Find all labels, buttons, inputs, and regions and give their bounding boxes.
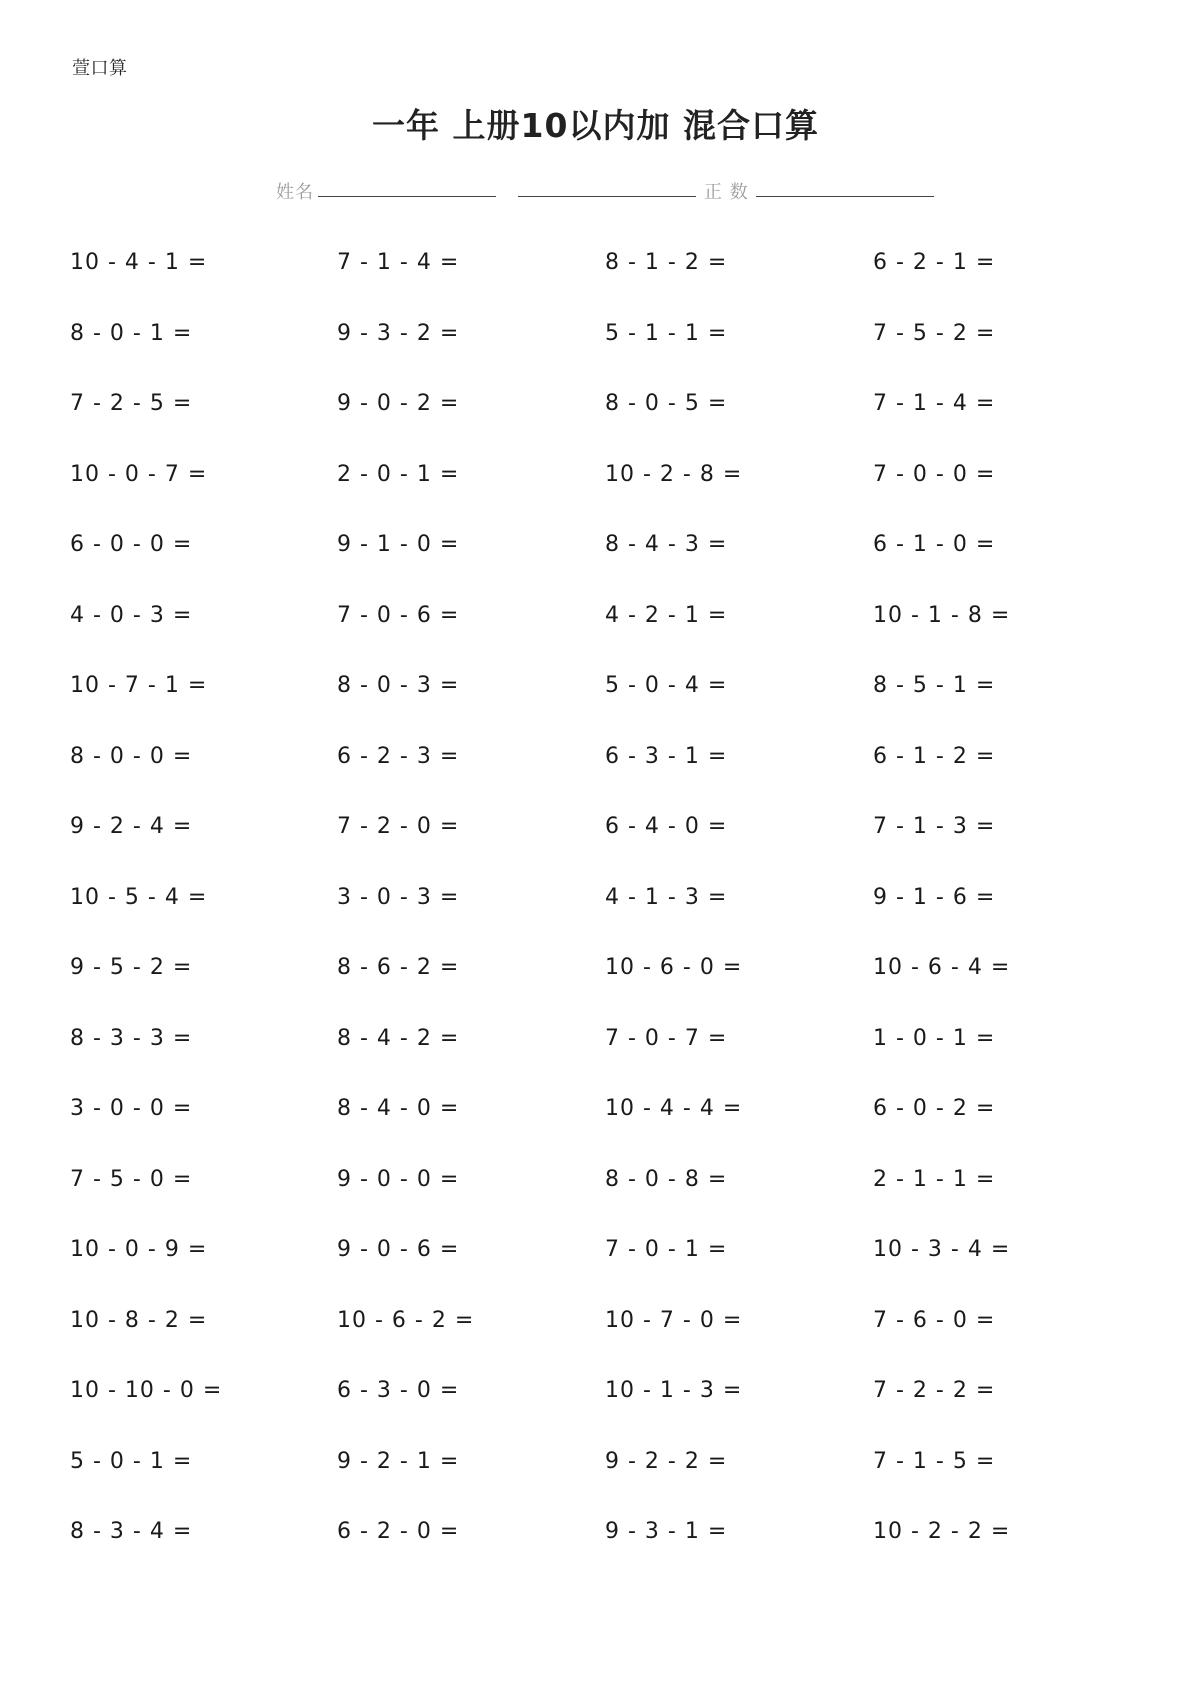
problem-item: 8 - 3 - 3 = — [70, 1025, 193, 1051]
problem-item: 8 - 4 - 2 = — [337, 1025, 460, 1051]
problem-item: 10 - 2 - 2 = — [873, 1519, 1011, 1544]
problem-item: 10 - 8 - 2 = — [70, 1307, 208, 1333]
problem-item: 9 - 0 - 6 = — [337, 1237, 460, 1262]
problem-grid — [70, 250, 1130, 1550]
problem-item: 7 - 1 - 3 = — [873, 814, 996, 839]
problem-item: 8 - 6 - 2 = — [337, 955, 460, 980]
problem-item: 10 - 4 - 1 = — [70, 250, 208, 275]
problem-item: 6 - 1 - 2 = — [873, 743, 996, 769]
problem-item: 9 - 1 - 0 = — [337, 532, 460, 557]
problem-item: 9 - 3 - 2 = — [337, 320, 460, 346]
problem-item: 5 - 0 - 4 = — [605, 673, 728, 698]
problem-item: 6 - 1 - 0 = — [873, 532, 996, 557]
problem-item: 7 - 0 - 6 = — [337, 602, 460, 628]
problem-item: 10 - 7 - 0 = — [605, 1307, 743, 1333]
problem-item: 7 - 6 - 0 = — [873, 1307, 996, 1333]
problem-item: 10 - 0 - 9 = — [70, 1237, 208, 1262]
meta-row — [0, 176, 1191, 206]
header-note: 萱口算 — [72, 58, 128, 79]
problem-item: 7 - 1 - 4 = — [337, 250, 460, 275]
problem-item: 7 - 2 - 2 = — [873, 1378, 996, 1403]
problem-item: 8 - 1 - 2 = — [605, 250, 728, 275]
problem-item: 6 - 2 - 1 = — [873, 250, 996, 275]
problem-item: 6 - 0 - 2 = — [873, 1096, 996, 1121]
problem-item: 8 - 0 - 3 = — [337, 673, 460, 698]
problem-item: 3 - 0 - 0 = — [70, 1096, 193, 1121]
problem-item: 1 - 0 - 1 = — [873, 1025, 996, 1051]
problem-item: 9 - 5 - 2 = — [70, 955, 193, 980]
problem-item: 6 - 3 - 0 = — [337, 1378, 460, 1403]
problem-item: 8 - 5 - 1 = — [873, 673, 996, 698]
problem-item: 8 - 0 - 5 = — [605, 391, 728, 416]
problem-item: 10 - 3 - 4 = — [873, 1237, 1011, 1262]
problem-item: 6 - 3 - 1 = — [605, 743, 728, 769]
problem-item: 3 - 0 - 3 = — [337, 884, 460, 910]
problem-item: 9 - 1 - 6 = — [873, 884, 996, 910]
problem-item: 8 - 0 - 0 = — [70, 743, 193, 769]
problem-item: 7 - 5 - 0 = — [70, 1166, 193, 1192]
problem-item: 7 - 0 - 7 = — [605, 1025, 728, 1051]
name-input-line[interactable] — [318, 196, 496, 197]
problem-item: 7 - 0 - 0 = — [873, 461, 996, 487]
problem-item: 8 - 3 - 4 = — [70, 1519, 193, 1544]
problem-item: 9 - 2 - 2 = — [605, 1448, 728, 1474]
problem-item: 2 - 0 - 1 = — [337, 461, 460, 487]
problem-item: 5 - 1 - 1 = — [605, 320, 728, 346]
problem-item: 2 - 1 - 1 = — [873, 1166, 996, 1192]
problem-item: 7 - 2 - 5 = — [70, 391, 193, 416]
problem-item: 6 - 2 - 0 = — [337, 1519, 460, 1544]
problem-item: 9 - 0 - 0 = — [337, 1166, 460, 1192]
problem-item: 8 - 0 - 1 = — [70, 320, 193, 346]
problem-item: 7 - 5 - 2 = — [873, 320, 996, 346]
problem-item: 10 - 1 - 8 = — [873, 602, 1011, 628]
score-label: 正 数 — [704, 182, 749, 203]
class-input-line[interactable] — [518, 196, 696, 197]
problem-item: 7 - 1 - 4 = — [873, 391, 996, 416]
problem-item: 7 - 2 - 0 = — [337, 814, 460, 839]
problem-item: 7 - 0 - 1 = — [605, 1237, 728, 1262]
problem-item: 4 - 0 - 3 = — [70, 602, 193, 628]
problem-item: 10 - 2 - 8 = — [605, 461, 743, 487]
problem-item: 7 - 1 - 5 = — [873, 1448, 996, 1474]
problem-item: 8 - 4 - 0 = — [337, 1096, 460, 1121]
name-label: 姓名 — [276, 182, 314, 203]
problem-item: 6 - 2 - 3 = — [337, 743, 460, 769]
problem-item: 10 - 1 - 3 = — [605, 1378, 743, 1403]
problem-item: 4 - 2 - 1 = — [605, 602, 728, 628]
problem-item: 9 - 2 - 4 = — [70, 814, 193, 839]
problem-item: 10 - 6 - 4 = — [873, 955, 1011, 980]
problem-item: 9 - 0 - 2 = — [337, 391, 460, 416]
problem-item: 10 - 4 - 4 = — [605, 1096, 743, 1121]
problem-item: 10 - 7 - 1 = — [70, 673, 208, 698]
problem-item: 9 - 3 - 1 = — [605, 1519, 728, 1544]
problem-item: 10 - 10 - 0 = — [70, 1378, 223, 1403]
problem-item: 6 - 4 - 0 = — [605, 814, 728, 839]
problem-item: 10 - 5 - 4 = — [70, 884, 208, 910]
score-input-line[interactable] — [756, 196, 934, 197]
problem-item: 8 - 0 - 8 = — [605, 1166, 728, 1192]
problem-item: 10 - 6 - 2 = — [337, 1307, 475, 1333]
problem-item: 4 - 1 - 3 = — [605, 884, 728, 910]
problem-item: 5 - 0 - 1 = — [70, 1448, 193, 1474]
page-title: 一年 上册10以内加 混合口算 — [372, 106, 819, 145]
problem-item: 8 - 4 - 3 = — [605, 532, 728, 557]
problem-item: 10 - 6 - 0 = — [605, 955, 743, 980]
problem-item: 9 - 2 - 1 = — [337, 1448, 460, 1474]
problem-item: 10 - 0 - 7 = — [70, 461, 208, 487]
problem-item: 6 - 0 - 0 = — [70, 532, 193, 557]
